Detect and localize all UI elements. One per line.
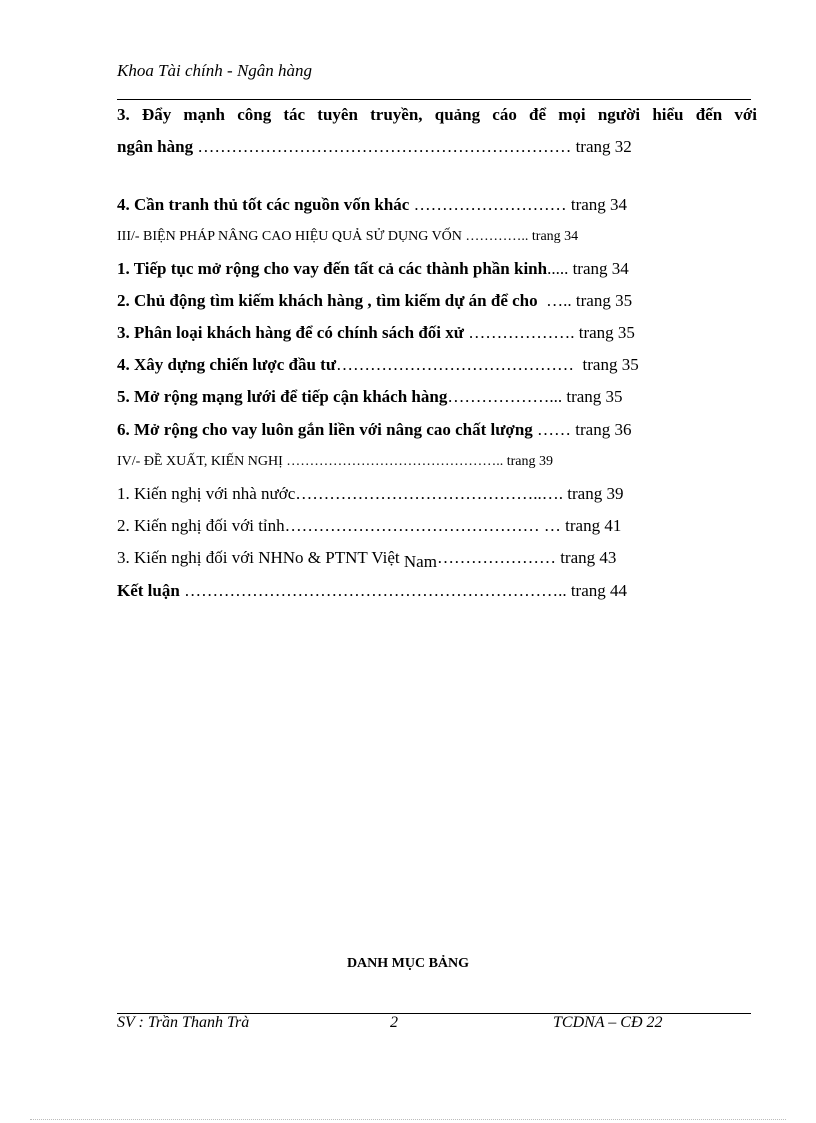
toc-s3-item-5 — [117, 387, 623, 407]
toc-item-3-line1: 3. Đẩy mạnh công tác tuyên truyền, quảng cáo để mọi người hiểu đến với — [117, 105, 757, 124]
toc-s4-item-3-title-end: Nam — [403, 552, 437, 571]
toc-s3-item-2-page: ….. trang 35 — [537, 291, 633, 310]
toc-section-3: III/- BIỆN PHÁP NÂNG CAO HIỆU QUẢ SỬ DỤNG VỐN ………….. trang 34 — [117, 229, 579, 244]
toc-s3-item-5-page: ………………... trang 35 — [447, 387, 623, 406]
tables-list-heading: DANH MỤC BẢNG — [346, 956, 470, 971]
toc-section-4: IV/- ĐỀ XUẤT, KIẾN NGHỊ ……………………………………….. trang 39 — [117, 454, 554, 469]
toc-s4-item-3 — [117, 548, 617, 571]
toc-s3-item-3 — [117, 323, 635, 343]
toc-s3-item-6-title: 6. Mở rộng cho vay luôn gắn liền với nâng cao chất lượng — [117, 420, 533, 439]
header-rule — [117, 99, 751, 100]
toc-s4-item-1: 1. Kiến nghị với nhà nước……………………………………..…. trang 39 — [117, 484, 624, 503]
footer-class: TCDNA – CĐ 22 — [553, 1014, 663, 1031]
toc-item-4-page: ……………………… trang 34 — [409, 195, 628, 214]
toc-s3-item-4-page: …………………………………… trang 35 — [336, 355, 639, 374]
toc-s4-item-3-page: ………………… trang 43 — [436, 548, 617, 567]
toc-s3-item-2-title: 2. Chủ động tìm kiếm khách hàng , tìm kiếm dự án để cho — [117, 291, 538, 310]
toc-s3-item-1 — [117, 259, 629, 279]
toc-item-3-title-end: ngân hàng — [117, 137, 194, 156]
toc-s3-item-5-title: 5. Mở rộng mạng lưới để tiếp cận khách hàng — [117, 387, 448, 406]
toc-s3-item-6 — [117, 420, 631, 440]
footer-student: SV : Trần Thanh Trà — [117, 1014, 250, 1031]
toc-s3-item-4 — [117, 355, 639, 375]
faculty-name: Khoa Tài chính - Ngân hàng — [117, 61, 313, 80]
toc-item-4 — [117, 195, 627, 215]
toc-s3-item-1-page: ..... trang 34 — [547, 259, 629, 278]
toc-s3-item-6-page: …… trang 36 — [532, 420, 632, 439]
toc-conclusion — [117, 581, 627, 601]
toc-conclusion-page: ………………………………………………………….. trang 44 — [179, 581, 627, 600]
footer-page-number: 2 — [390, 1014, 398, 1031]
toc-s3-item-4-title: 4. Xây dựng chiến lược đầu tư — [117, 355, 337, 374]
page-bottom-border — [30, 1119, 786, 1120]
toc-item-3 — [117, 105, 757, 125]
toc-s3-item-3-page: ………………. trang 35 — [463, 323, 635, 342]
toc-s3-item-3-title: 3. Phân loại khách hàng để có chính sách đối xử — [117, 323, 464, 342]
toc-item-4-title: 4. Cần tranh thủ tốt các nguồn vốn khác — [117, 195, 410, 214]
toc-s4-item-2: 2. Kiến nghị đối với tỉnh……………………………………… … trang 41 — [117, 516, 622, 535]
toc-item-3-page: ………………………………………………………… trang 32 — [193, 137, 632, 156]
toc-item-3-line2 — [117, 137, 632, 157]
toc-s4-item-3-title: 3. Kiến nghị đối với NHNo & PTNT Việt — [117, 548, 404, 567]
toc-s3-item-2 — [117, 291, 632, 311]
toc-conclusion-title: Kết luận — [117, 581, 180, 600]
toc-s3-item-1-title: 1. Tiếp tục mở rộng cho vay đến tất cả các thành phần kinh — [117, 259, 548, 278]
